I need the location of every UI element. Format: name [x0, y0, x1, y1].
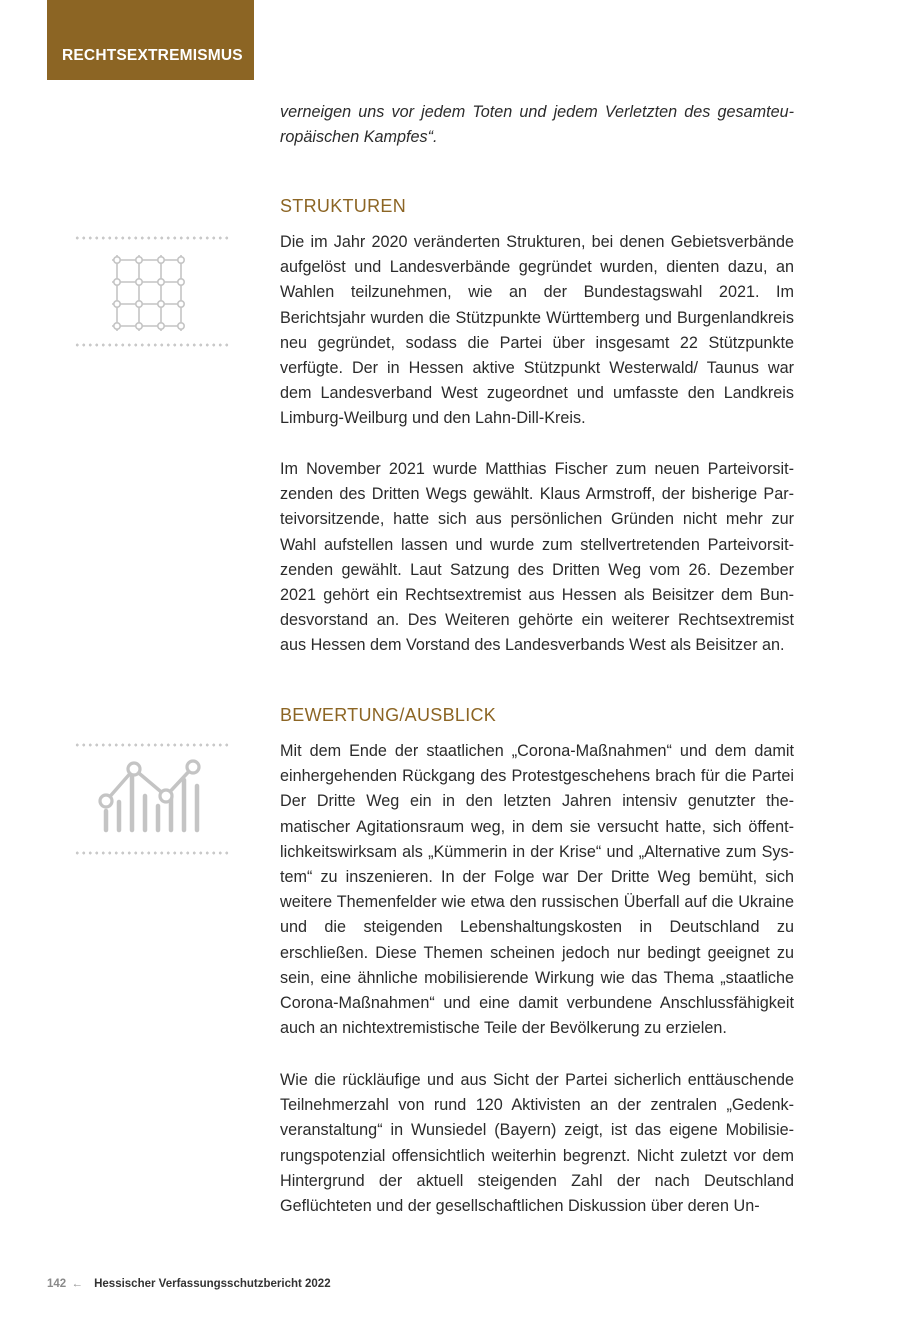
publication-title: Hessischer Verfassungsschutzbericht 2022 — [94, 1278, 331, 1290]
arrow-left-icon: ← — [71, 1278, 83, 1290]
section-tab — [47, 0, 254, 80]
paragraph-strukturen-1: Die im Jahr 2020 veränderten Strukturen, bei denen Gebietsverbände aufgelöst und Landesverbände gegründet wurden, dienten dazu, an Wahlen teilzunehmen, wie an der Bundestagswahl 2021. Im Berichtsjahr wurden die Stützpunkte Württemberg und Burgenlandkreis neu gegründet, sodass die Partei über insgesamt 22 Stützpunkte verfügte. Der in Hessen aktive Stützpunkt Westerwald/ Taunus war dem Landesverband West zugeordnet und umfasste den Landkreis Limburg-Weilburg und den Lahn-Dill-Kreis. — [280, 233, 794, 428]
dotted-divider — [74, 851, 230, 855]
dotted-divider — [74, 743, 230, 747]
paragraph-strukturen-2: Im November 2021 wurde Matthias Fischer zum neuen Parteivorsitzenden des Dritten Wegs gewählt. Klaus Armstroff, der bisherige Parteivorsitzende, hatte sich aus persönlichen Gründen nicht mehr zur Wahl aufstellen lassen und wurde zum stellvertretenden Parteivorsitzenden gewählt. Laut Satzung des Dritten Weg vom 26. Dezember 2021 gehört ein Rechtsextremist aus Hessen als Beisitzer dem Bundesvorstand an. Des Weiteren gehörte ein weiterer Rechtsextremist aus Hessen dem Vorstand des Landesverbands West als Beisitzer an. — [280, 460, 794, 655]
dotted-divider — [74, 236, 230, 240]
paragraph-bewertung-2: Wie die rückläufige und aus Sicht der Partei sicherlich enttäuschende Teilnehmerzahl von rund 120 Aktivisten an der zentralen „Gedenkveranstaltung“ in Wunsiedel (Bayern) zeigt, ist das eigene Mobilisierungspotenzial offensichtlich weiterhin begrenzt. Nicht zuletzt vor dem Hintergrund der aktuell steigenden Zahl der nach Deutschland Geflüchteten und der gesellschaftlichen Diskussion über deren Un- — [280, 1071, 794, 1216]
dotted-divider — [74, 343, 230, 347]
intro-quote: verneigen uns vor jedem Toten und jedem Verletzten des gesamteuropäischen Kampfes“. — [280, 103, 794, 147]
section-label: RECHTSEXTREMISMUS — [62, 47, 243, 64]
heading-strukturen: STRUKTUREN — [280, 196, 407, 216]
paragraph-bewertung-1: Mit dem Ende der staatlichen „Corona-Maßnahmen“ und dem damit einhergehenden Rückgang des Protestgeschehens brach für die Partei Der Dritte Weg ein in den letzten Jahren intensiv genutzter thematischer Agitationsraum weg, in dem sie versucht hatte, sich öffentlichkeitswirksam als „Kümmerin in der Krise“ und „Alternative zum System“ zu inszenieren. In der Folge war Der Dritte Weg bemüht, sich weitere Themenfelder wie etwa den russischen Überfall auf die Ukraine und die steigenden Lebenshaltungskosten in Deutschland zu erschließen. Diese Themen scheinen jedoch nur bedingt geeignet zu sein, eine ähnliche mobilisierende Wirkung wie das Thema „staatliche Corona-Maßnahmen“ und eine damit verbundene Anschlussfähigkeit auch an nichtextremistische Teile der Bevölkerung zu erzielen. — [280, 742, 794, 1038]
page-number: 142 — [47, 1278, 67, 1290]
heading-bewertung-ausblick: BEWERTUNG/AUSBLICK — [280, 705, 497, 725]
grid-network-icon — [109, 252, 187, 334]
page-footer — [47, 1278, 331, 1290]
line-bar-chart-icon — [97, 756, 203, 836]
